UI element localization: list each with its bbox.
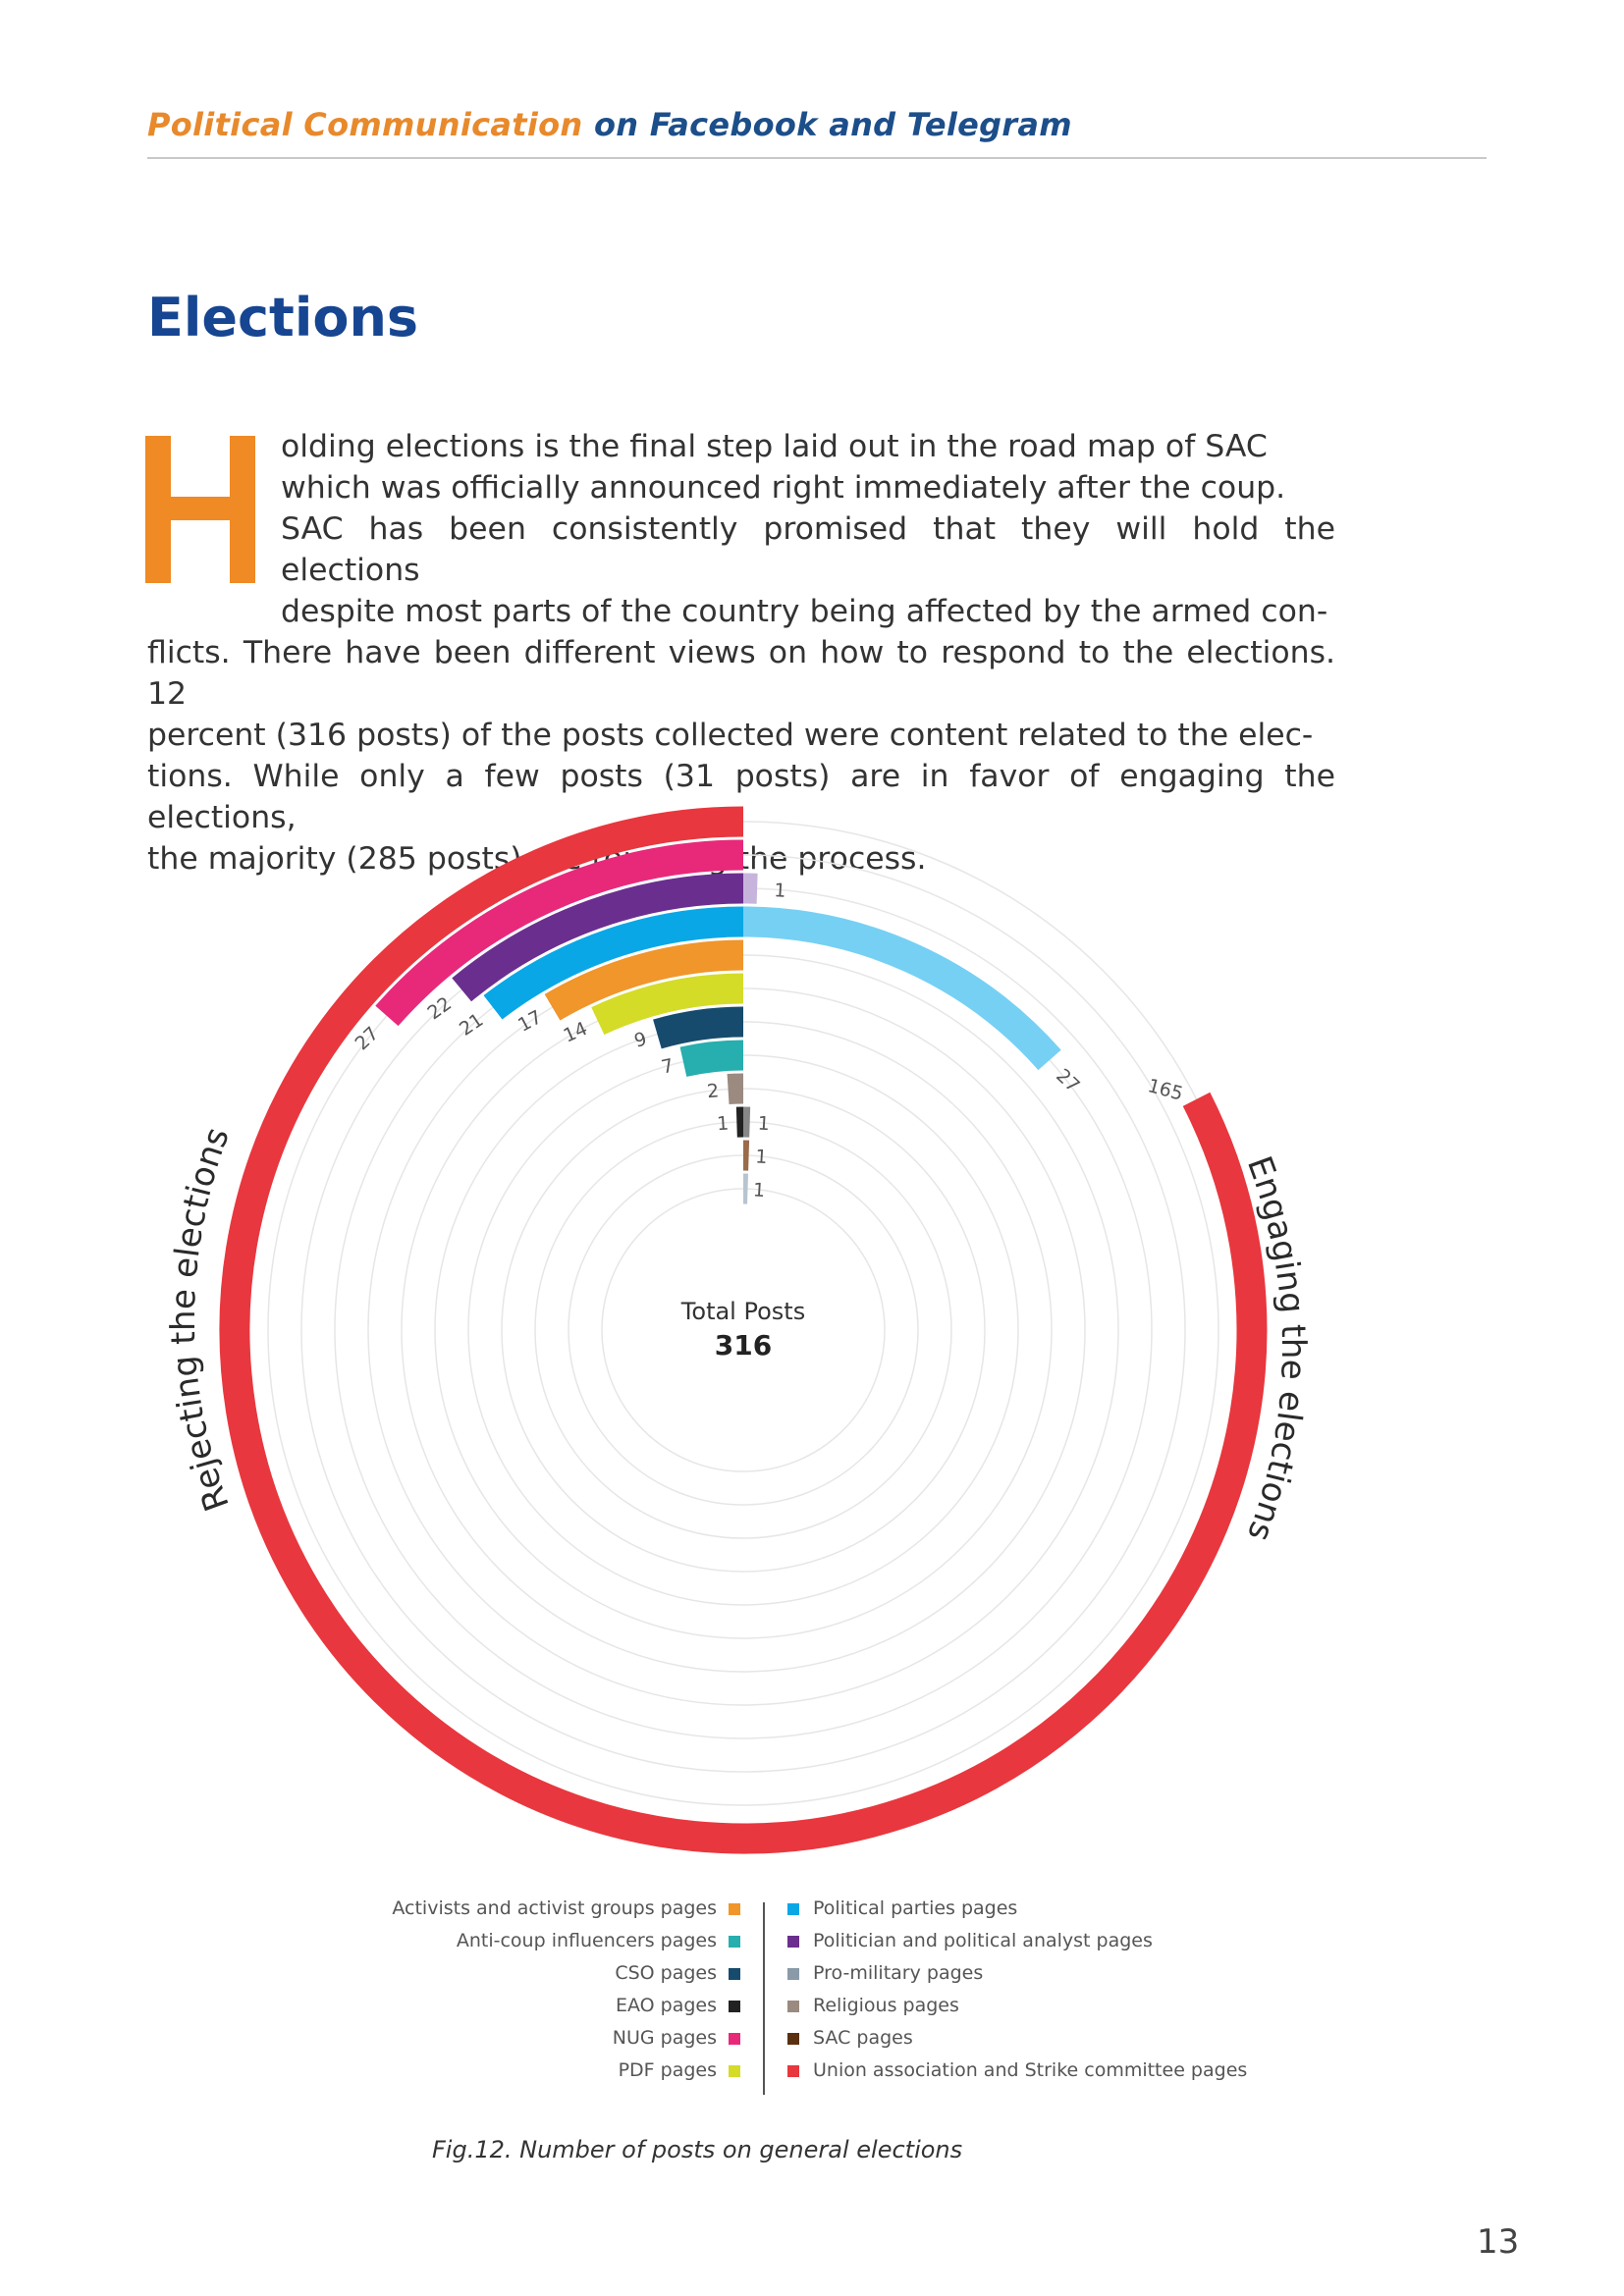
intro-line: tions. While only a few posts (31 posts) are in favor of engaging the elections, bbox=[147, 759, 1335, 835]
value-label: 1 bbox=[716, 1112, 730, 1136]
legend-label: Activists and activist groups pages bbox=[392, 1897, 717, 1919]
value-label: 1 bbox=[752, 1179, 766, 1202]
legend-item bbox=[787, 1957, 1247, 1990]
intro-line: flicts. There have been different views on how to respond to the elections. 12 bbox=[147, 635, 1335, 712]
intro-line: SAC has been consistently promised that they will hold the elections bbox=[281, 511, 1335, 588]
legend-item bbox=[787, 1925, 1247, 1957]
intro-line: the majority (285 posts) are rejecting the process. bbox=[147, 841, 927, 877]
legend-item bbox=[392, 1925, 740, 1957]
legend-label: SAC pages bbox=[813, 2027, 913, 2049]
legend-label: CSO pages bbox=[615, 1962, 717, 1984]
legend-item bbox=[787, 1990, 1247, 2022]
legend-label: Union association and Strike committee pages bbox=[813, 2059, 1248, 2081]
legend-label: Political parties pages bbox=[813, 1897, 1018, 1919]
legend-swatch bbox=[787, 2065, 799, 2077]
legend-item bbox=[787, 1893, 1247, 1925]
legend-swatch bbox=[787, 1968, 799, 1980]
engaging-side-label: Engaging the elections bbox=[1238, 1150, 1314, 1547]
intro-line: which was officially announced right immediately after the coup. bbox=[281, 470, 1286, 506]
legend-item bbox=[392, 1893, 740, 1925]
value-label: 22 bbox=[423, 992, 457, 1025]
value-label: 2 bbox=[706, 1080, 721, 1103]
legend-swatch bbox=[729, 2065, 740, 2077]
legend-item bbox=[787, 2022, 1247, 2055]
center-label: Total Posts bbox=[680, 1298, 806, 1325]
page-number: 13 bbox=[1477, 2222, 1520, 2262]
legend-swatch bbox=[729, 2033, 740, 2045]
value-label: 27 bbox=[351, 1022, 384, 1055]
legend-label: Anti-coup influencers pages bbox=[456, 1930, 717, 1951]
legend-swatch bbox=[787, 1903, 799, 1915]
value-label: 165 bbox=[1145, 1075, 1186, 1105]
legend-item bbox=[787, 2055, 1247, 2087]
legend-label: EAO pages bbox=[615, 1995, 717, 2016]
value-label: 9 bbox=[631, 1028, 650, 1052]
value-label: 27 bbox=[1052, 1064, 1084, 1097]
running-header bbox=[147, 106, 1072, 143]
rejecting-bar bbox=[657, 1022, 743, 1034]
legend-item bbox=[392, 1957, 740, 1990]
running-header-part2: on Facebook and Telegram bbox=[582, 106, 1072, 143]
legend-left bbox=[392, 1893, 740, 2087]
legend-swatch bbox=[729, 1936, 740, 1948]
value-label: 1 bbox=[773, 880, 787, 902]
legend-swatch bbox=[729, 1903, 740, 1915]
legend-swatch bbox=[729, 2001, 740, 2012]
legend-label: NUG pages bbox=[612, 2027, 717, 2049]
rejecting-side-label: Rejecting the elections bbox=[163, 1122, 238, 1517]
legend-swatch bbox=[787, 2033, 799, 2045]
figure-caption: Fig.12. Number of posts on general elections bbox=[432, 2136, 963, 2163]
legend-label: Politician and political analyst pages bbox=[813, 1930, 1153, 1951]
value-label: 1 bbox=[757, 1112, 771, 1136]
legend-divider bbox=[763, 1902, 765, 2095]
value-label: 17 bbox=[514, 1006, 546, 1037]
radial-bar-chart bbox=[0, 766, 1624, 1875]
legend-swatch bbox=[729, 1968, 740, 1980]
intro-line: despite most parts of the country being affected by the armed con- bbox=[281, 594, 1328, 629]
section-title: Elections bbox=[147, 287, 419, 348]
legend-item bbox=[392, 2055, 740, 2087]
center-total: 316 bbox=[714, 1329, 773, 1362]
intro-line: olding elections is the final step laid out in the road map of SAC bbox=[281, 429, 1268, 464]
legend-item bbox=[392, 1990, 740, 2022]
value-label: 21 bbox=[455, 1009, 488, 1041]
running-header-part1: Political Communication bbox=[147, 106, 583, 143]
value-label: 7 bbox=[659, 1054, 677, 1079]
legend-label: PDF pages bbox=[618, 2059, 717, 2081]
legend-right bbox=[787, 1893, 1247, 2087]
header-rule bbox=[147, 157, 1487, 159]
legend-label: Religious pages bbox=[813, 1995, 959, 2016]
legend-label: Pro-military pages bbox=[813, 1962, 984, 1984]
legend-item bbox=[392, 2022, 740, 2055]
value-label: 14 bbox=[560, 1017, 591, 1047]
legend-swatch bbox=[787, 2001, 799, 2012]
legend-swatch bbox=[787, 1936, 799, 1948]
rejecting-bar bbox=[683, 1055, 743, 1062]
intro-line: percent (316 posts) of the posts collected were content related to the elec- bbox=[147, 718, 1314, 753]
value-label: 1 bbox=[754, 1146, 769, 1169]
